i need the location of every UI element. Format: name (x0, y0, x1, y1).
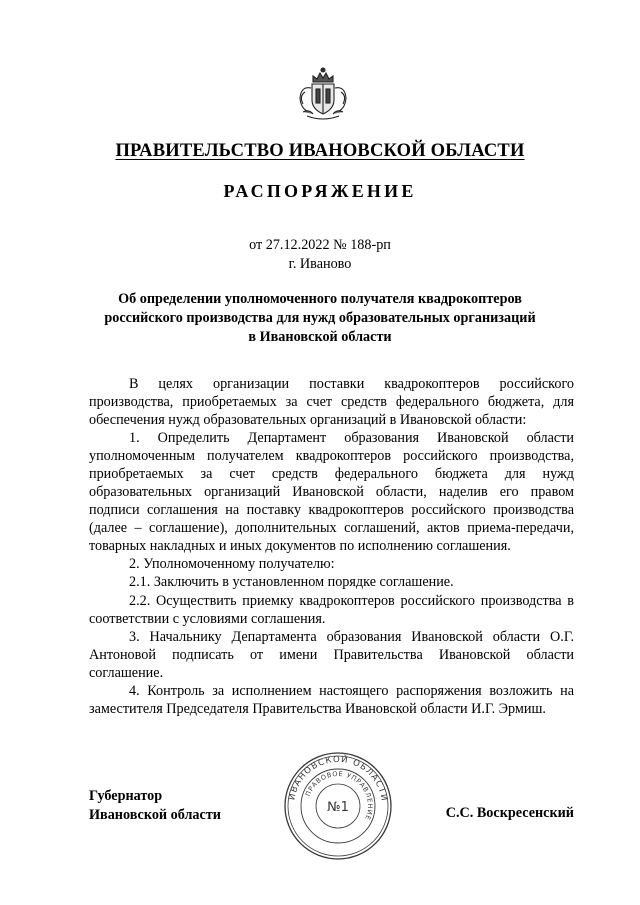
ivanovo-coat-of-arms-icon (295, 62, 351, 122)
document-body (89, 376, 574, 719)
signatory-position-line: Ивановской области (89, 807, 221, 823)
signatory-name: С.С. Воскресенский (445, 805, 574, 821)
official-stamp (282, 750, 394, 862)
clause-4-paragraph: 4. Контроль за исполнением настоящего распоряжения возложить на заместителя Председателя Правительства Ивановской области И.Г. Эрмиш. (89, 683, 574, 718)
stamp-number: №1 (327, 800, 349, 815)
clause-1-paragraph: 1. Определить Департамент образования Ивановской области уполномоченным получателем квадрокоптеров российского производства, приобретаемых за счет средств федерального бюджета для нужд образовательных организаций Ивановской области, наделив его правом подписи соглашения на поставку квадрокоптеров российского производства (далее – соглашение), дополнительных соглашений, актов приема-передачи, товарных накладных и иных документов по исполнению соглашения. (89, 430, 574, 554)
document-subject (90, 290, 550, 347)
signatory-position-line: Губернатор (89, 788, 163, 804)
stamp-inner-text: ПРАВОВОЕ УПРАВЛЕНИЕ (303, 769, 375, 822)
government-title: ПРАВИТЕЛЬСТВО ИВАНОВСКОЙ ОБЛАСТИ (115, 141, 525, 161)
signatory-position (89, 787, 221, 825)
stamp-outer-text: ИВАНОВСКОЙ ОБЛАСТИ (287, 754, 389, 803)
document-type: РАСПОРЯЖЕНИЕ (223, 181, 417, 201)
subject-line: в Ивановской области (248, 329, 392, 345)
preamble-paragraph: В целях организации поставки квадрокоптеров российского производства, приобретаемых за счет средств федерального бюджета, для обеспечения нужд образовательных организаций в Ивановской области: (89, 376, 574, 428)
clause-3-paragraph: 3. Начальнику Департамента образования Ивановской области О.Г. Антоновой подписать от имени Правительства Ивановской области соглашение. (89, 629, 574, 681)
clause-2-paragraph: 2. Уполномоченному получателю: (129, 556, 335, 573)
document-city: г. Иваново (288, 256, 352, 272)
clause-2-1-paragraph: 2.1. Заключить в установленном порядке соглашение. (129, 574, 454, 591)
subject-line: Об определении уполномоченного получателя квадрокоптеров (118, 291, 522, 307)
subject-line: российского производства для нужд образовательных организаций (104, 310, 536, 326)
document-date-number: от 27.12.2022 № 188-рп (249, 237, 391, 253)
clause-2-2-paragraph: 2.2. Осуществить приемку квадрокоптеров российского производства в соответствии с условиями соглашения. (89, 592, 574, 627)
